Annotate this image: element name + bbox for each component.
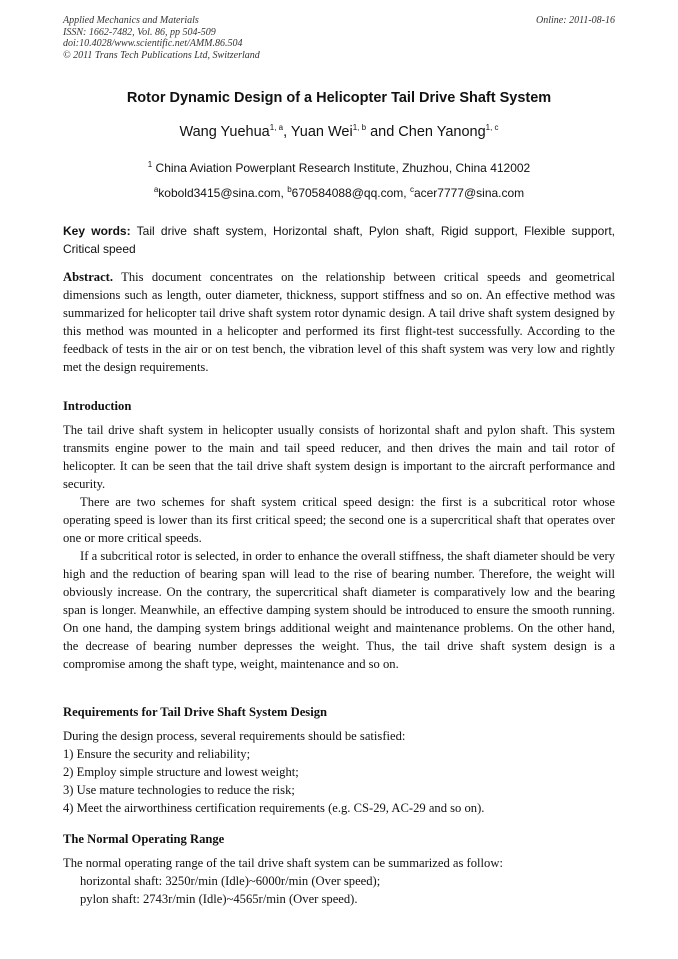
paper-title: Rotor Dynamic Design of a Helicopter Tail Drive Shaft System <box>126 90 552 106</box>
section-heading: Requirements for Tail Drive Shaft System Design <box>63 705 328 719</box>
section-heading: The Normal Operating Range <box>63 832 225 846</box>
abstract-label: Abstract. <box>63 270 114 284</box>
journal-name: Applied Mechanics and Materials <box>63 15 199 26</box>
keywords-text: Tail drive shaft system, Horizontal shaft, Pylon shaft, Rigid support, Flexible support, Critical speed <box>63 224 615 256</box>
keywords-label: Key words: <box>63 224 131 238</box>
list-item: pylon shaft: 2743r/min (Idle)~4565r/min (Over speed). <box>80 892 358 906</box>
author-name: Wang Yuehua <box>179 124 270 140</box>
list-item: 2) Employ simple structure and lowest weight; <box>63 765 299 779</box>
introduction-body <box>63 421 615 673</box>
paragraph: The tail drive shaft system in helicopter usually consists of horizontal shaft and pylon shaft. This system transmits engine power to the main and tail speed reducer, and then drives the main and tail rotor of helicopter. It can be seen that the tail drive shaft system design is important to the aircraft performance and security. <box>63 423 615 491</box>
affiliation: $^1$ China Aviation Powerplant Research Institute, Zhuzhou, China 412002 <box>147 160 531 175</box>
author-list: Wang Yuehua$^{1, a}$, Yuan Wei$^{1, b}$ and Chen Yanong$^{1, c}$ <box>179 123 499 140</box>
journal-header <box>63 15 260 61</box>
journal-issn: ISSN: 1662-7482, Vol. 86, pp 504-509 <box>63 26 216 38</box>
email-link[interactable]: 670584088@qq.com <box>291 186 404 200</box>
paragraph: The normal operating range of the tail drive shaft system can be summarized as follow: <box>63 856 503 870</box>
paragraph: During the design process, several requirements should be satisfied: <box>63 729 406 743</box>
paragraph: There are two schemes for shaft system critical speed design: the first is a subcritical rotor whose operating speed is lower than its first critical speed; the second one is a supercritical shaft that operates over one or more critical speeds. <box>63 495 615 545</box>
operating-range-body <box>63 854 615 908</box>
list-item: 3) Use mature technologies to reduce the risk; <box>63 783 295 797</box>
author-name: Yuan Wei <box>290 124 353 140</box>
paragraph: If a subcritical rotor is selected, in order to enhance the overall stiffness, the shaft diameter should be very high and the reduction of bearing span will lead to the rise of bearing number. Therefore, the weight will obviously increase. On the contrary, the supercritical shaft diameter is comparatively low and the bearing span is longer. Meanwhile, an effective damping system should be introduced to ensure the smooth running. On one hand, the damping system brings additional weight and maintenance problems. On the other hand, the decrease of bearing number depresses the weight. Thus, the tail drive shaft system design is a compromise among the shaft type, weight, maintenance and so on. <box>63 549 615 671</box>
list-item: 1) Ensure the security and reliability; <box>63 747 251 761</box>
author-affiliation-mark: 1, a <box>269 123 284 133</box>
abstract-text: This document concentrates on the relationship between critical speeds and geometrical dimensions such as length, outer diameter, thickness, support stiffness and so on. An effective method was summarized for helicopter tail drive shaft system rotor dynamic design. A tail drive shaft system designed by this method was mounted in a helicopter and performed its first flight-test successfully. According to the feedback of tests in the air or on test bench, the vibration level of this shaft system was very low and rightly met the design requirements. <box>63 270 615 374</box>
author-name: Chen Yanong <box>398 124 486 140</box>
requirements-body <box>63 727 615 817</box>
journal-doi: doi:10.4028/www.scientific.net/AMM.86.504 <box>63 38 243 49</box>
journal-copyright: © 2011 Trans Tech Publications Ltd, Switzerland <box>63 49 260 61</box>
author-affiliation-mark: 1, b <box>352 123 367 133</box>
email-link[interactable]: kobold3415@sina.com <box>158 186 281 200</box>
keywords <box>63 222 615 258</box>
email-list: $^a$kobold3415@sina.com, $^b$670584088@qq.com, $^c$acer7777@sina.com <box>153 185 525 200</box>
list-item: horizontal shaft: 3250r/min (Idle)~6000r/min (Over speed); <box>80 874 381 888</box>
abstract <box>63 268 615 376</box>
list-item: 4) Meet the airworthiness certification requirements (e.g. CS-29, AC-29 and so on). <box>63 801 485 815</box>
email-link[interactable]: acer7777@sina.com <box>413 186 525 200</box>
author-affiliation-mark: 1, c <box>485 123 499 133</box>
section-heading: Introduction <box>63 399 132 413</box>
online-date: Online: 2011-08-16 <box>536 15 615 26</box>
